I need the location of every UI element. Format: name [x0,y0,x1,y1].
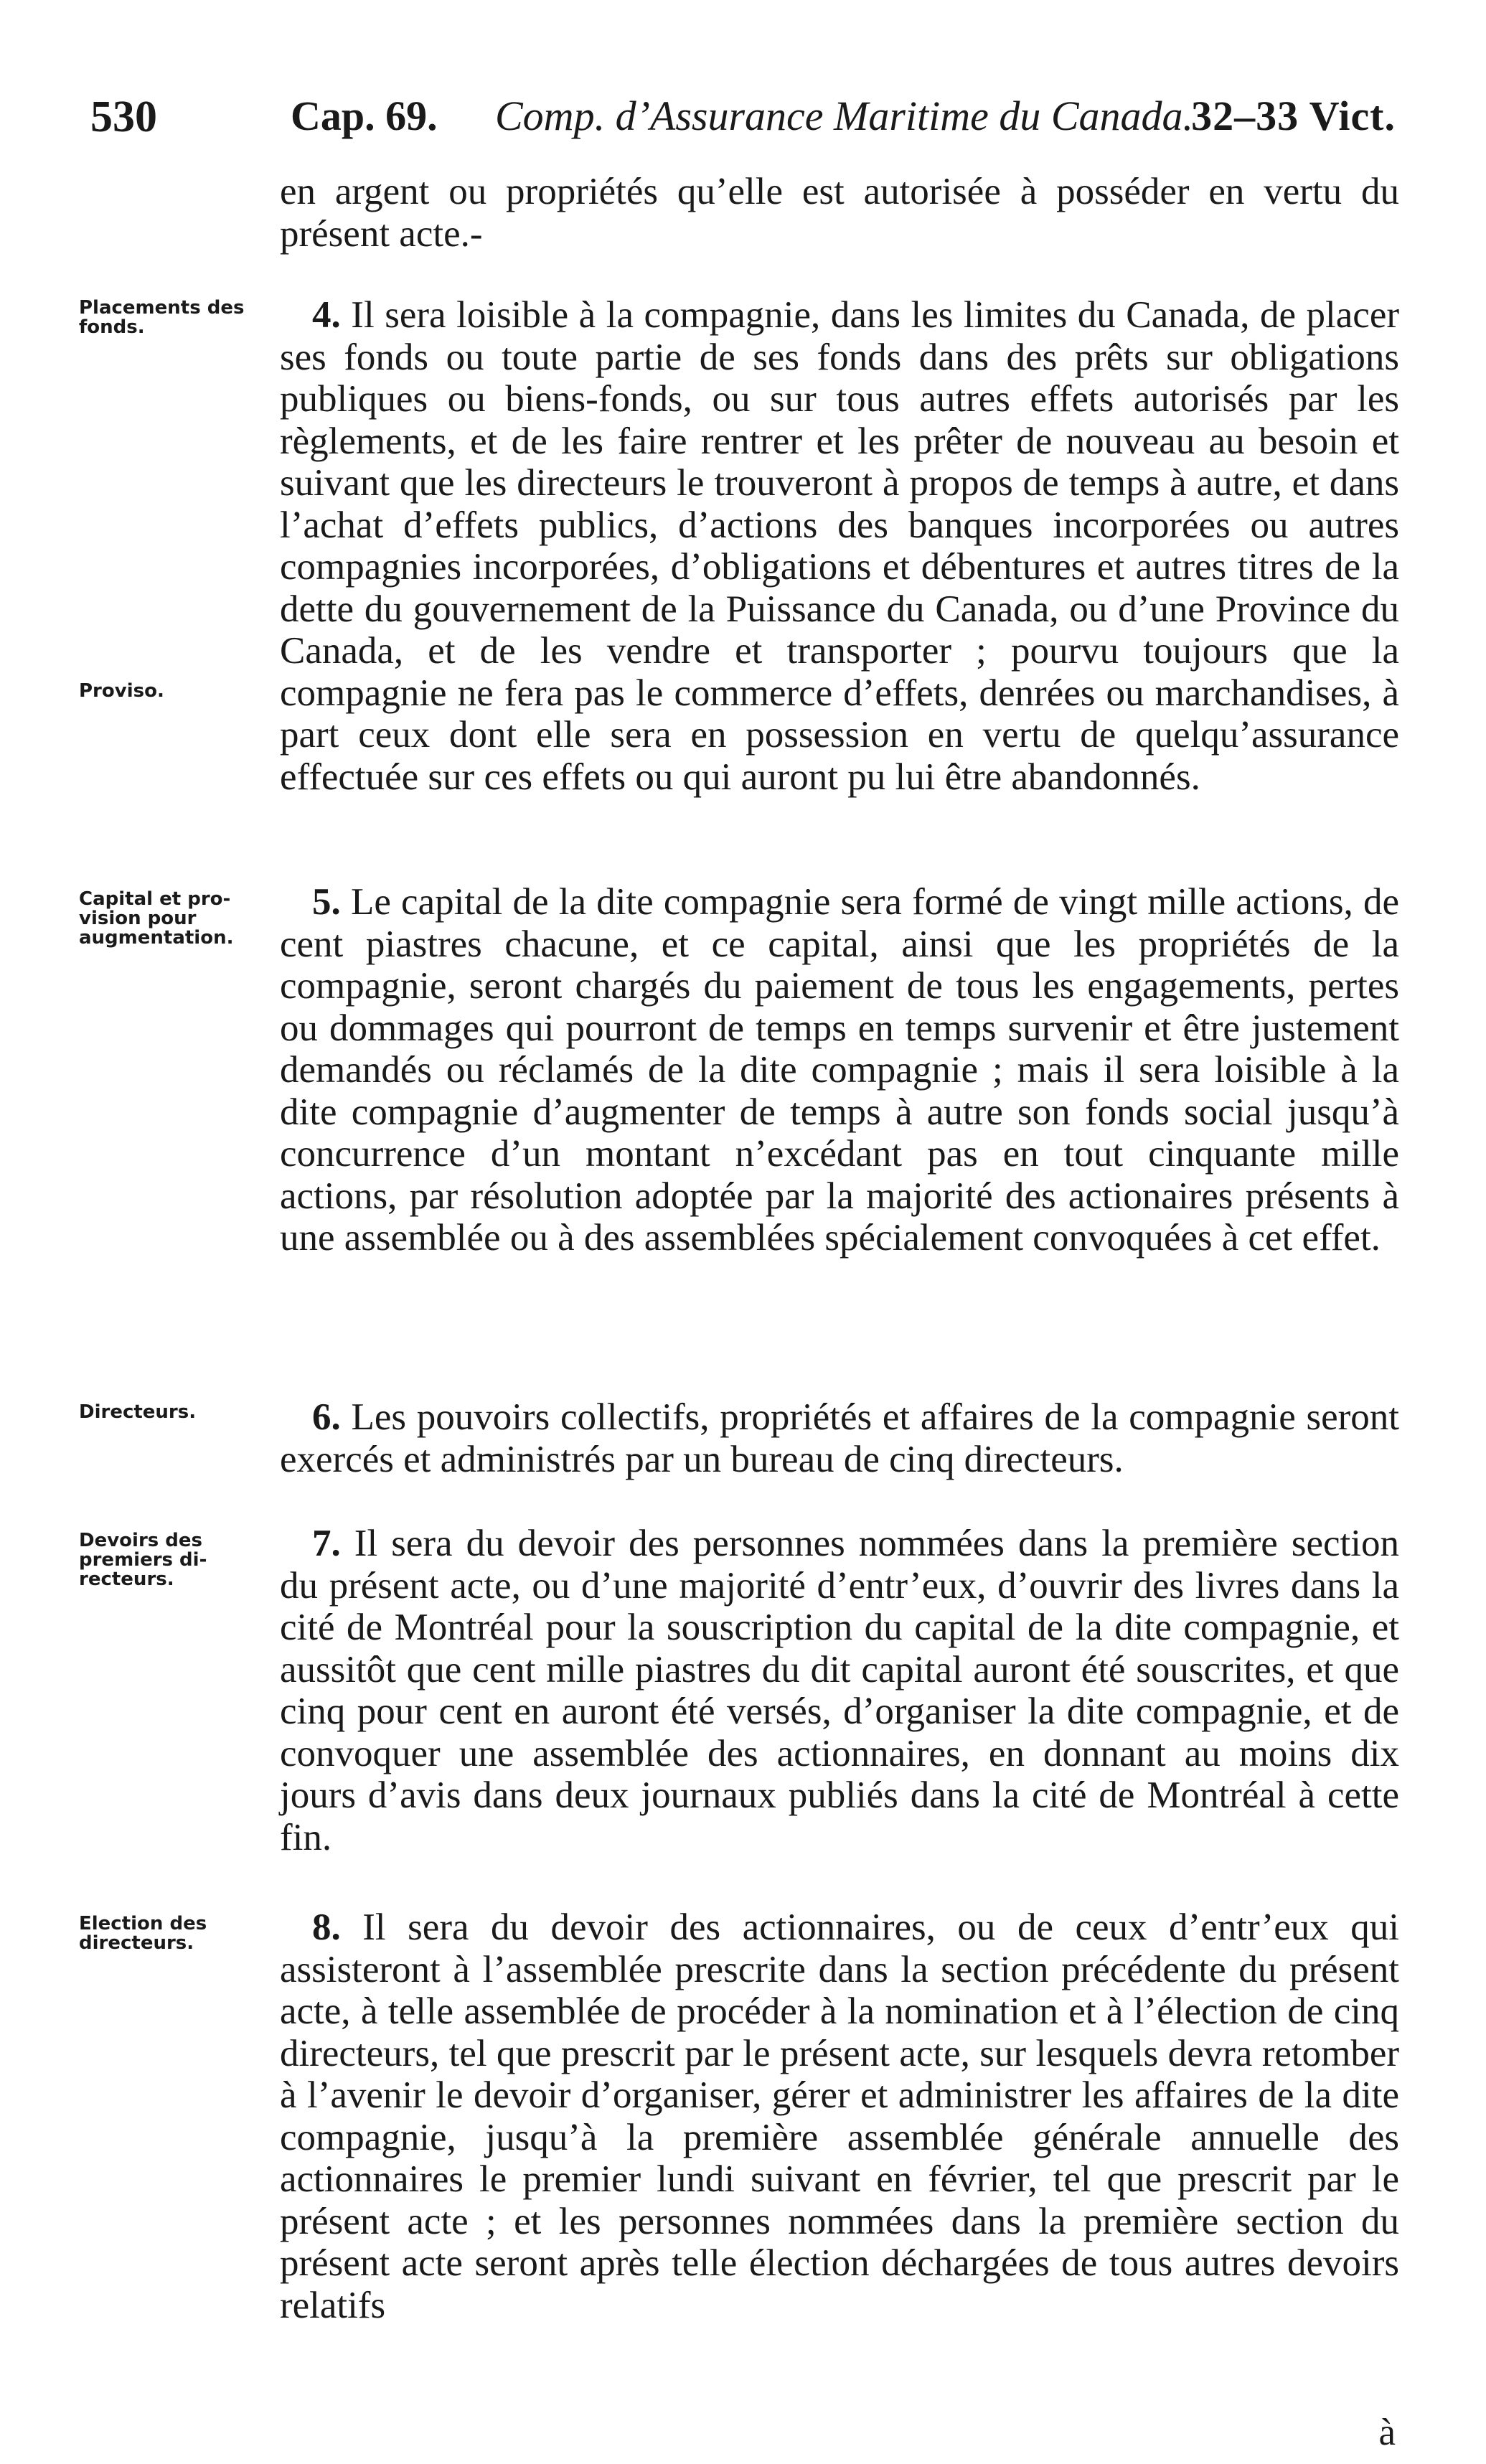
marginal-note-proviso: Proviso. [79,680,164,702]
section-6 [280,1396,1399,1480]
section-7-number: 7. [312,1523,341,1564]
section-6-number: 6. [312,1396,341,1438]
section-7-text: Il sera du devoir des personnes nommées dans la première section du présent acte, ou d’une majorité d’entr’eux, d’ouvrir des livres dans la cité de Montréal pour la souscription du capital de la dite compagnie, et aussitôt que cent mille piastres du dit capital auront été souscrites, et que cinq pour cent en auront été versés, d’organiser la dite compagnie, et de convoquer une assemblée des actionnaires, en donnant au moins dix jours d’avis dans deux journaux publiés dans la cité de Montréal à cette fin. [280,1523,1399,1858]
chapter-label: Cap. 69. [291,93,438,139]
marginal-note-placements: Placements des fonds. [79,297,245,338]
section-5 [280,881,1399,1259]
section-6-text: Les pouvoirs collectifs, propriétés et affaires de la compagnie seront exercés et administrés par un bureau de cinq directeurs. [280,1396,1399,1480]
section-8-number: 8. [312,1906,341,1948]
intro-paragraph: en argent ou propriétés qu’elle est autorisée à posséder en vertu du présent acte.- [280,171,1399,255]
marginal-note-capital: Capital et provision pour augmentation. [79,888,234,949]
marginal-note-directeurs: Directeurs. [79,1401,197,1423]
section-8 [280,1906,1399,2326]
section-5-number: 5. [312,881,341,923]
marginal-note-election: Election des directeurs. [79,1913,207,1954]
act-title: Comp. d’Assurance Maritime du Canada. [495,93,1194,139]
section-8-text: Il sera du devoir des actionnaires, ou de ceux d’entr’eux qui assisteront à l’assemblée prescrite dans la section précédente du présent acte, à telle assemblée de procéder à la nomination et à l’élection de cinq directeurs, tel que prescrit par le présent acte, sur lesquels devra retomber à l’avenir le devoir d’organiser, gérer et administrer les affaires de la dite compagnie, jusqu’à la première assemblée générale annuelle des actionnaires le premier lundi suivant en février, tel que prescrit par le présent acte ; et les personnes nommées dans la première section du présent acte seront après telle élection déchargées de tous autres devoirs relatifs [280,1906,1399,2326]
section-7 [280,1523,1399,1858]
section-4-text: Il sera loisible à la compagnie, dans les limites du Canada, de placer ses fonds ou toute partie de ses fonds dans des prêts sur obligations publiques ou biens-fonds, ou sur tous autres effets autorisés par les règlements, et de les faire rentrer et les prêter de nouveau au besoin et suivant que les directeurs le trouveront à propos de temps à autre, et dans l’achat d’effets publics, d’actions des banques incorporées ou autres compagnies incorporées, d’obligations et débentures et autres titres de la dette du gouvernement de la Puissance du Canada, ou d’une Province du Canada, et de les vendre et transporter ; pourvu toujours que la compagnie ne fera pas le commerce d’effets, denrées ou marchandises, à part ceux dont elle sera en possession en vertu de quelqu’assurance effectuée sur ces effets ou qui auront pu lui être abandonnés. [280,294,1399,798]
section-4 [280,294,1399,798]
page-number: 530 [90,93,157,141]
section-4-number: 4. [312,294,341,336]
running-header [0,92,1486,142]
catchword: à [1378,2412,1396,2453]
marginal-note-devoirs: Devoirs des premiers directeurs. [79,1530,207,1590]
session-label: 32–33 Vict. [1191,93,1396,139]
section-5-text: Le capital de la dite compagnie sera formé de vingt mille actions, de cent piastres chacune, et ce capital, ainsi que les propriétés de la compagnie, seront chargés du paiement de tous les engagements, pertes ou dommages qui pourront de temps en temps survenir et être justement demandés ou réclamés de la dite compagnie ; mais il sera loisible à la dite compagnie d’augmenter de temps à autre son fonds social jusqu’à concurrence d’un montant n’excédant pas en tout cinquante mille actions, par résolution adoptée par la majorité des actionaires présents à une assemblée ou à des assemblées spécialement convoquées à cet effet. [280,881,1399,1259]
